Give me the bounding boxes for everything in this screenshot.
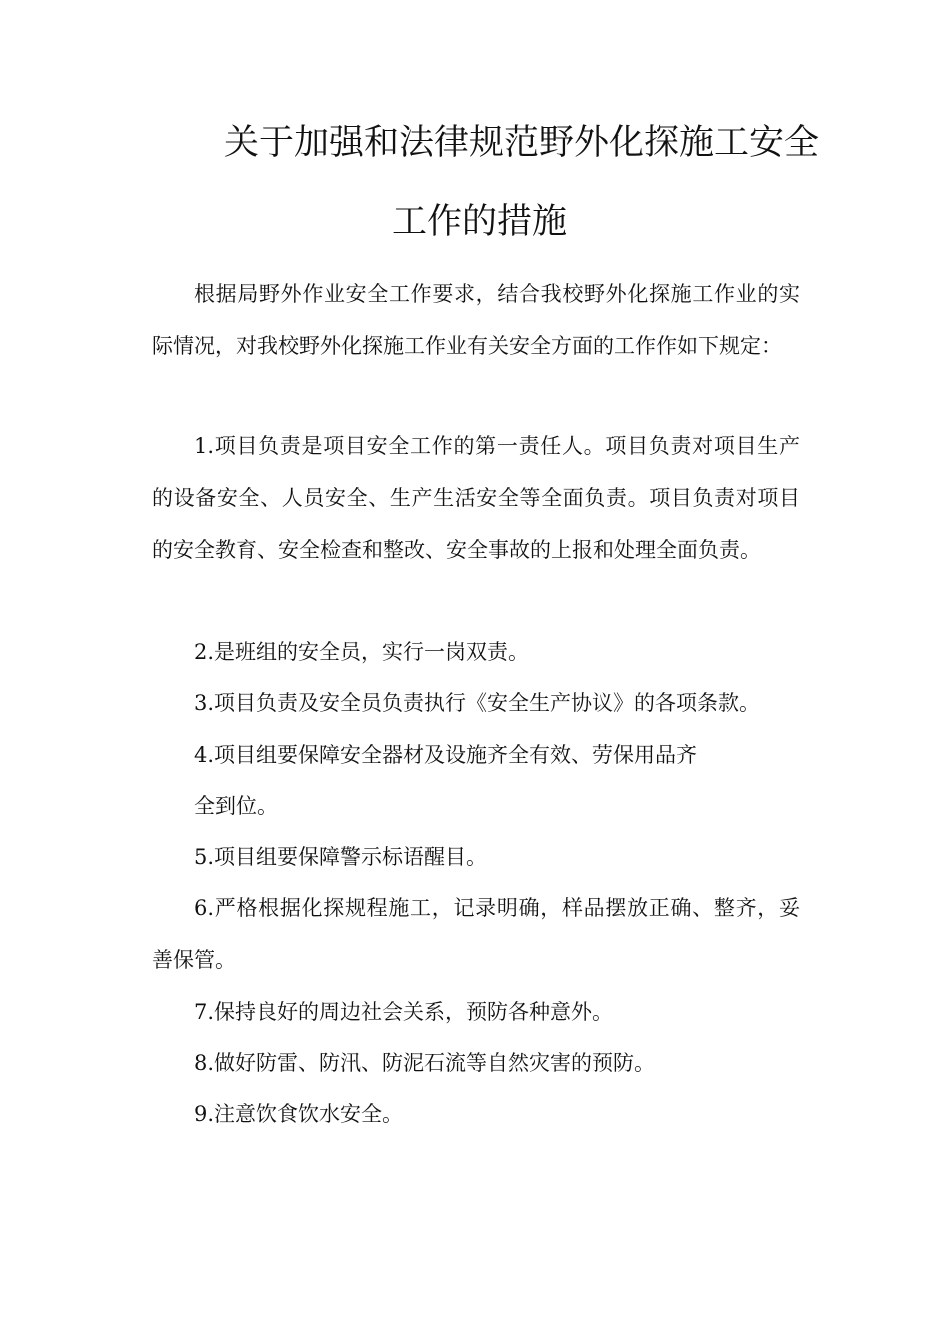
item-6-paragraph: 6.严格根据化探规程施工，记录明确，样品摆放正确、整齐，妥善保管。 xyxy=(152,896,800,972)
item-8-paragraph: 8.做好防雷、防汛、防泥石流等自然灾害的预防。 xyxy=(194,1051,656,1075)
document-title-line-2: 工作的措施 xyxy=(392,202,568,242)
item-2-paragraph: 2.是班组的安全员，实行一岗双责。 xyxy=(194,640,530,664)
document-title-line-1: 关于加强和法律规范野外化探施工安全 xyxy=(224,123,820,163)
item-4-line-2: 全到位。 xyxy=(194,794,278,818)
item-3-paragraph: 3.项目负责及安全员负责执行《安全生产协议》的各项条款。 xyxy=(194,691,761,715)
item-7-paragraph: 7.保持良好的周边社会关系，预防各种意外。 xyxy=(194,1000,614,1024)
item-9-paragraph: 9.注意饮食饮水安全。 xyxy=(194,1102,404,1126)
item-5-paragraph: 5.项目组要保障警示标语醒目。 xyxy=(194,845,488,869)
intro-paragraph: 根据局野外作业安全工作要求，结合我校野外化探施工作业的实际情况，对我校野外化探施工作业有关安全方面的工作作如下规定： xyxy=(152,282,800,358)
item-1-paragraph: 1.项目负责是项目安全工作的第一责任人。项目负责对项目生产的设备安全、人员安全、生产生活安全等全面负责。项目负责对项目的安全教育、安全检查和整改、安全事故的上报和处理全面负责。 xyxy=(152,434,800,562)
item-4-line-1: 4.项目组要保障安全器材及设施齐全有效、劳保用品齐 xyxy=(194,743,698,767)
